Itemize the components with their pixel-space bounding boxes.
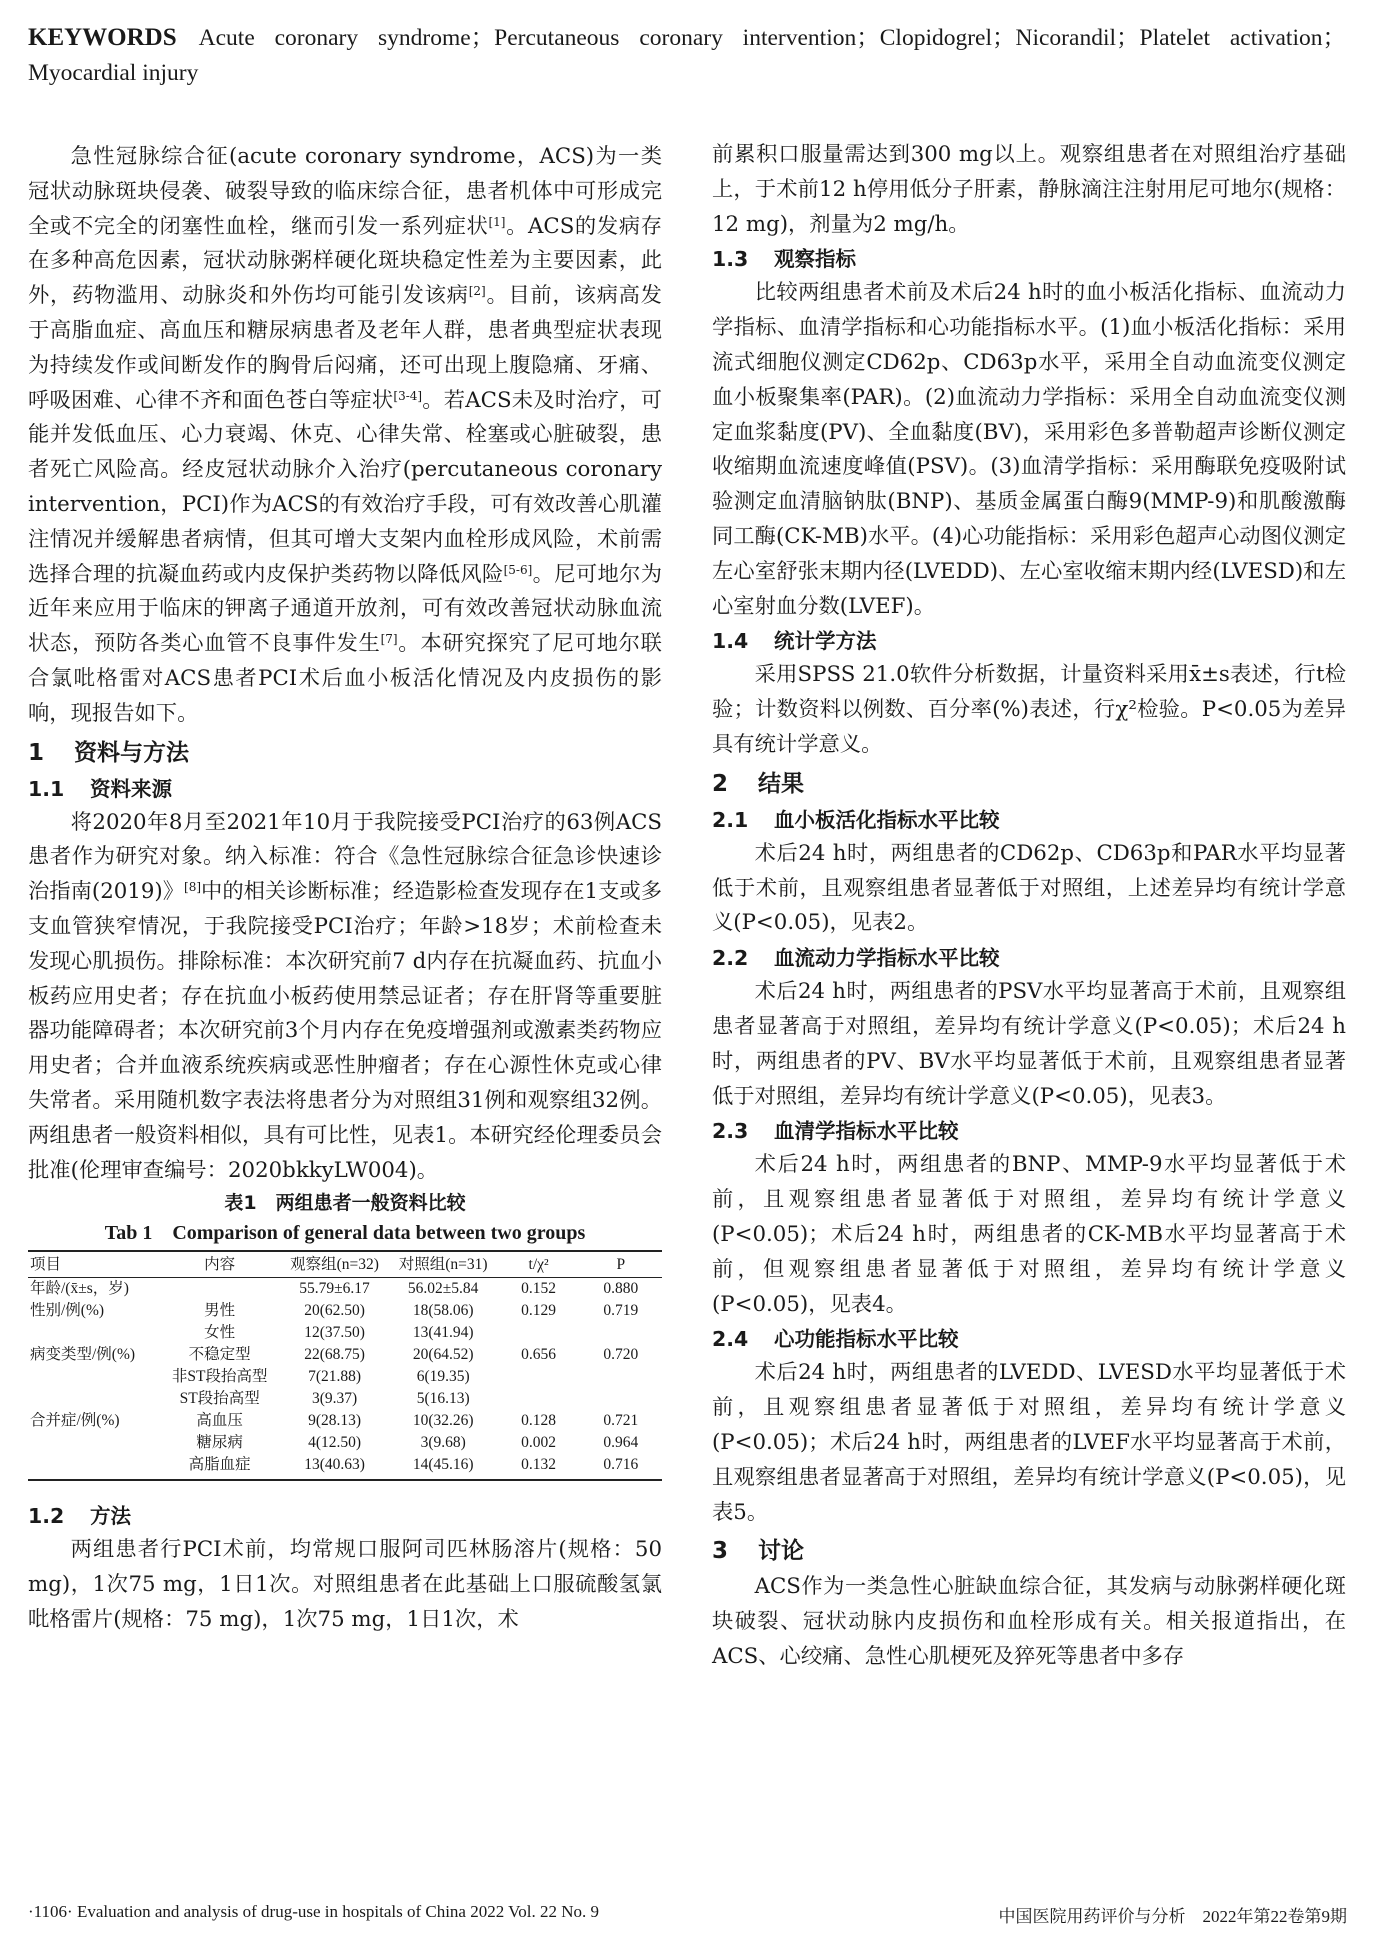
section-heading-2-3: 2.3 血清学指标水平比较: [712, 1119, 959, 1144]
table-1: [28, 1250, 662, 1481]
table-row: 高脂血症 13(40.63) 14(45.16) 0.132 0.716: [28, 1454, 662, 1480]
table-row: 女性 12(37.50) 13(41.94): [204, 1324, 474, 1342]
table-header-cell: 项目: [28, 1251, 159, 1278]
right-column: [712, 138, 1346, 1675]
section-2-2-paragraph: 术后24 h时，两组患者的PSV水平均显著高于术前，且观察组患者显著高于对照组，差异均有统计学意义(P<0.05)；术后24 h时，两组患者的PV、BV水平均显著低于术前，且观察组患者显著低于对照组，差异均有统计学意义(P<0.05)，见表3。: [712, 979, 1346, 1109]
section-heading-1-1: 1.1 资料来源: [28, 776, 172, 801]
section-2-3-paragraph: 术后24 h时，两组患者的BNP、MMP-9水平均显著低于术前，且观察组患者显著低于对照组，差异均有统计学意义(P<0.05)；术后24 h时，两组患者的CK-MB水平均显著高于术前，但观察组患者显著低于对照组，差异均有统计学意义(P<0.05)，见表4。: [712, 1152, 1346, 1317]
section-2-1-paragraph: 术后24 h时，两组患者的CD62p、CD63p和PAR水平均显著低于术前，且观察组患者显著低于对照组，上述差异均有统计学意义(P<0.05)，见表2。: [712, 840, 1346, 936]
section-1-1-paragraph: 将2020年8月至2021年10月于我院接受PCI治疗的63例ACS患者作为研究对象。纳入标准：符合《急性冠脉综合征急诊快速诊治指南(2019)》[8]中的相关诊断标准；经造影检查发现存在1支或多支血管狭窄情况，于我院接受PCI治疗；年龄>18岁；术前检查未发现心肌损伤。排除标准：本次研究前7 d内存在抗凝血药、抗血小板药应用史者；存在抗血小板药使用禁忌证者；存在肝肾等重要脏器功能障碍者；本次研究前3个月内存在免疫增强剂或激素类药物应用史者；合并血液系统疾病或恶性肿瘤者；存在心源性休克或心律失常者。采用随机数字表法将患者分为对照组31例和观察组32例。两组患者一般资料相似，具有可比性，见表1。本研究经伦理委员会批准(伦理审查编号：2020bkkyLW004)。: [28, 809, 662, 1183]
section-heading-1-4: 1.4 统计学方法: [712, 629, 877, 654]
table-row: 非ST段抬高型 7(21.88) 6(19.35): [171, 1368, 470, 1386]
section-heading-2: 2 结果: [712, 770, 804, 797]
keywords-text: Acute coronary syndrome；Percutaneous coronary intervention；Clopidogrel；Nicorandil；Platelet activation；Myocardial injury: [28, 25, 1346, 86]
table-row: 糖尿病 4(12.50) 3(9.68) 0.002 0.964: [196, 1434, 639, 1452]
table-header-cell: P: [580, 1251, 662, 1278]
section-2-4-paragraph: 术后24 h时，两组患者的LVEDD、LVESD水平均显著低于术前，且观察组患者显著低于对照组，差异均有统计学意义(P<0.05)；术后24 h时，两组患者的LVEF水平均显著高于术前，且观察组患者显著高于对照组，差异均有统计学意义(P<0.05)，见表5。: [712, 1360, 1346, 1525]
section-1-2-paragraph: 两组患者行PCI术前，均常规口服阿司匹林肠溶片(规格：50 mg)，1次75 mg，1日1次。对照组患者在此基础上口服硫酸氢氯吡格雷片(规格：75 mg)，1次75 mg，1日1次，术: [28, 1537, 662, 1632]
footer-right: 中国医院用药评价与分析 2022年第22卷第9期: [998, 1907, 1347, 1926]
table-header-cell: 对照组(n=31): [389, 1251, 498, 1278]
section-1-4-paragraph: 采用SPSS 21.0软件分析数据，计量资料采用x̄±s表述，行t检验；计数资料以例数、百分率(%)表述，行χ²检验。P<0.05为差异具有统计学意义。: [712, 662, 1346, 757]
table-1-caption-en: Tab 1 Comparison of general data between two groups: [104, 1222, 586, 1245]
table-header-cell: 观察组(n=32): [280, 1251, 389, 1278]
section-heading-1: 1 资料与方法: [28, 739, 189, 766]
left-column: [28, 140, 662, 1638]
table-1-caption-cn: 表1 两组患者一般资料比较: [224, 1192, 466, 1215]
intro-paragraph: 急性冠脉综合征(acute coronary syndrome，ACS)为一类冠状动脉斑块侵袭、破裂导致的临床综合征，患者机体中可形成完全或不完全的闭塞性血栓，继而引发一系列症状[1]。ACS的发病存在多种高危因素，冠状动脉粥样硬化斑块稳定性差为主要因素，此外，药物滥用、动脉炎和外伤均可能引发该病[2]。目前，该病高发于高脂血症、高血压和糖尿病患者及老年人群，患者典型症状表现为持续发作或间断发作的胸骨后闷痛，还可出现上腹隐痛、牙痛、呼吸困难、心律不齐和面色苍白等症状[3-4]。若ACS未及时治疗，可能并发低血压、心力衰竭、休克、心律失常、栓塞或心脏破裂，患者死亡风险高。经皮冠状动脉介入治疗(percutaneous coronary intervention，PCI)作为ACS的有效治疗手段，可有效改善心肌灌注情况并缓解患者病情，但其可增大支架内血栓形成风险，术前需选择合理的抗凝血药或内皮保护类药物以降低风险[5-6]。尼可地尔为近年来应用于临床的钾离子通道开放剂，可有效改善冠状动脉血流状态，预防各类心血管不良事件发生[7]。本研究探究了尼可地尔联合氯吡格雷对ACS患者PCI术后血小板活化情况及内皮损伤的影响，现报告如下。: [28, 144, 662, 726]
section-heading-2-2: 2.2 血流动力学指标水平比较: [712, 946, 1000, 971]
keywords-block: [28, 20, 1346, 91]
table-header-cell: t/χ²: [497, 1251, 579, 1278]
table-row: ST段抬高型 3(9.37) 5(16.13): [179, 1390, 470, 1408]
table-header-cell: 内容: [159, 1251, 280, 1278]
table-header-row: [28, 1251, 662, 1278]
section-heading-1-3: 1.3 观察指标: [712, 247, 856, 272]
table-row: 年龄/(x̄±s，岁) 55.79±6.17 56.02±5.84 0.152 0.880: [30, 1280, 639, 1298]
table-row: 合并症/例(%) 高血压 9(28.13) 10(32.26) 0.128 0.721: [30, 1412, 639, 1430]
section-heading-3: 3 讨论: [712, 1538, 804, 1565]
section-1-3-paragraph: 比较两组患者术前及术后24 h时的血小板活化指标、血流动力学指标、血清学指标和心功能指标水平。(1)血小板活化指标：采用流式细胞仪测定CD62p、CD63p水平，采用全自动血流变仪测定血小板聚集率(PAR)。(2)血流动力学指标：采用全自动血流变仪测定血浆黏度(PV)、全血黏度(BV)，采用彩色多普勒超声诊断仪测定收缩期血流速度峰值(PSV)。(3)血清学指标：采用酶联免疫吸附试验测定血清脑钠肽(BNP)、基质金属蛋白酶9(MMP-9)和肌酸激酶同工酶(CK-MB)水平。(4)心功能指标：采用彩色超声心动图仪测定左心室舒张末期内径(LVEDD)、左心室收缩末期内经(LVESD)和左心室射血分数(LVEF)。: [712, 280, 1346, 619]
table-row: 病变类型/例(%) 不稳定型 22(68.75) 20(64.52) 0.656 0.720: [30, 1346, 639, 1364]
section-heading-2-1: 2.1 血小板活化指标水平比较: [712, 807, 1000, 832]
section-heading-2-4: 2.4 心功能指标水平比较: [712, 1327, 959, 1352]
section-3-paragraph: ACS作为一类急性心脏缺血综合征，其发病与动脉粥样硬化斑块破裂、冠状动脉内皮损伤和血栓形成有关。相关报道指出，在ACS、心绞痛、急性心肌梗死及猝死等患者中多存: [712, 1574, 1346, 1669]
section-1-2-continued: 前累积口服量需达到300 mg以上。观察组患者在对照组治疗基础上，于术前12 h停用低分子肝素，静脉滴注注射用尼可地尔(规格：12 mg)，剂量为2 mg/h。: [712, 142, 1346, 237]
table-row: 性别/例(%) 男性 20(62.50) 18(58.06) 0.129 0.719: [30, 1302, 639, 1320]
footer-left: ·1106· Evaluation and analysis of drug-use in hospitals of China 2022 Vol. 22 No. 9: [28, 1902, 600, 1921]
section-heading-1-2: 1.2 方法: [28, 1504, 131, 1529]
keywords-label: KEYWORDS: [28, 24, 177, 51]
